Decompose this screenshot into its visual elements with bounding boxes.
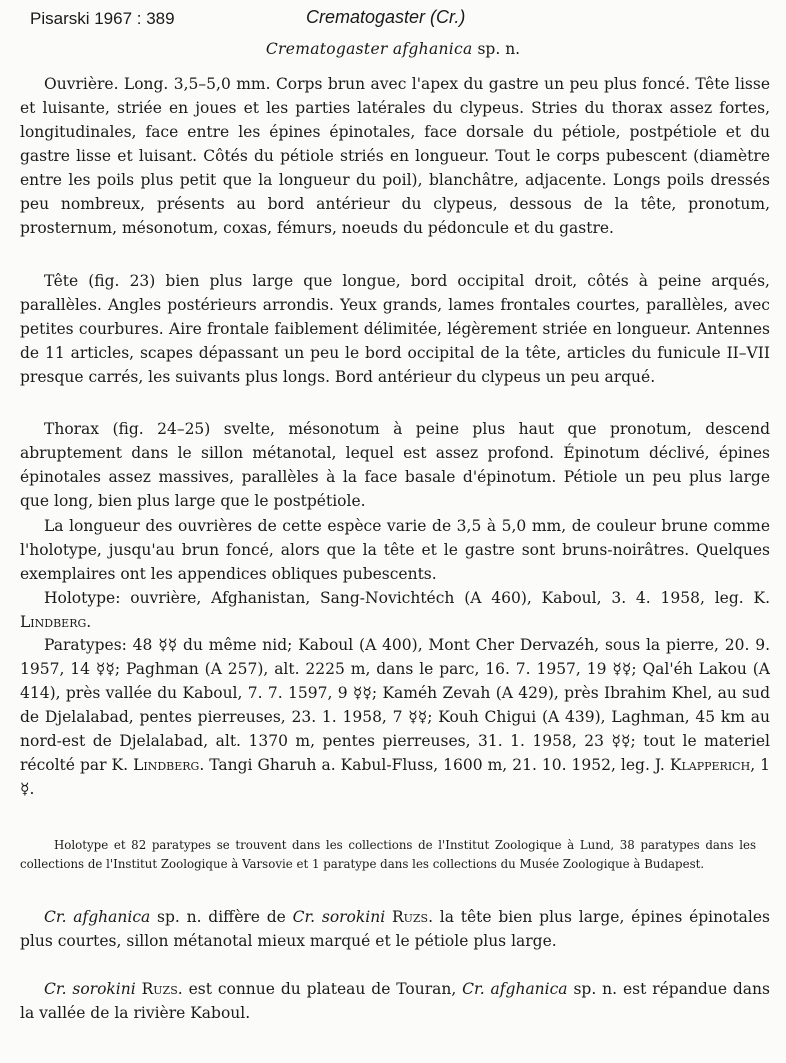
dist-author: Ruzs. (135, 980, 183, 998)
paragraph-longueur-text: La longueur des ouvrières de cette espèce varie de 3,5 à 5,0 mm, de couleur brune comme l'holotype, jusqu'au brun foncé, alors que la tête et le gastre sont bruns-noirâtres. Quelques exemplaires ont les appendices obliques pubescents. (20, 517, 770, 583)
diff-species-1: Cr. afghanica (44, 908, 151, 926)
paragraph-tete-text: Tête (fig. 23) bien plus large que longue, bord occipital droit, côtés à peine arqués, parallèles. Angles postérieurs arrondis. Yeux grands, lames frontales courtes, parallèles, avec petites courbures. Aire frontale faiblement délimitée, légèrement striée en longueur. Antennes de 11 articles, scapes dépassant un peu le bord occipital de la tête, articles du funicule II–VII presque carrés, les suivants plus longs. Bord antérieur du clypeus un peu arqué. (20, 272, 770, 386)
holotype-collector: Lindberg (20, 613, 87, 631)
diff-species-2: Cr. sorokini (292, 908, 386, 926)
species-name: Crematogaster afghanica (265, 40, 473, 58)
species-title (0, 40, 786, 58)
paragraph-ouvriere (20, 72, 770, 240)
page-citation: Pisarski 1967 : 389 (30, 9, 175, 28)
running-head-genus: Crematogaster (Cr.) (306, 7, 466, 27)
dist-species-2: Cr. afghanica (462, 980, 568, 998)
paragraph-differential-text (20, 905, 770, 953)
paragraph-thorax (20, 417, 770, 513)
collections-note (20, 836, 756, 874)
dist-text-2: sp. n. est répandue dans la vallée de la rivière Kaboul. (20, 980, 770, 1022)
paragraph-differential (20, 905, 770, 953)
paratypes-end: , 1 ☿. (20, 756, 770, 798)
paragraph-thorax-text: Thorax (fig. 24–25) svelte, mésonotum à peine plus haut que pronotum, descend abruptement dans le sillon métanotal, lequel est assez profond. Épinotum déclivé, épines épinotales assez massives, parallèles à la face basale d'épinotum. Pétiole un peu plus large que long, bien plus large que le postpétiole. (20, 420, 770, 510)
paragraph-longueur (20, 514, 770, 586)
diff-text-2: la tête bien plus large, épines épinotales plus courtes, sillon métanotal mieux marqué et le pétiole plus large. (20, 908, 770, 950)
collections-note-text: Holotype et 82 paratypes se trouvent dans les collections de l'Institut Zoologique à Lund, 38 paratypes dans les collections de l'Institut Zoologique à Varsovie et 1 paratype dans les collections du Musée Zoologique à Budapest. (20, 838, 756, 871)
diff-text-1: sp. n. diffère de (150, 908, 293, 926)
holotype-text: Holotype: ouvrière, Afghanistan, Sang-Novichtéch (A 460), Kaboul, 3. 4. 1958, leg. K. (44, 589, 770, 607)
holotype-end: . (86, 613, 92, 631)
dist-species-1: Cr. sorokini (44, 980, 136, 998)
paratypes-mid: . Tangi Gharuh a. Kabul-Fluss, 1600 m, 21. 10. 1952, leg. J. (199, 756, 670, 774)
paratypes-text: Paratypes: 48 ☿☿ du même nid; Kaboul (A 400), Mont Cher Dervazéh, sous la pierre, 20. 9. 1957, 14 ☿☿; Paghman (A 257), alt. 2225 m, dans le parc, 16. 7. 1957, 19 ☿☿; Qal'éh Lakou (A 414), près vallée du Kaboul, 7. 7. 1597, 9 ☿☿; Kaméh Zevah (A 429), près Ibrahim Khel, au sud de Djelalabad, pentes pierreuses, 23. 1. 1958, 7 ☿☿; Kouh Chigui (A 439), Laghman, 45 km au nord-est de Djelalabad, alt. 1370 m, pentes pierreuses, 31. 1. 1958, 23 ☿☿; tout le materiel récolté par K. (20, 636, 770, 774)
paragraph-distribution-text (20, 977, 770, 1025)
diff-author: Ruzs. (385, 908, 434, 926)
paragraph-distribution (20, 977, 770, 1025)
paratypes-collector-1: Lindberg (133, 756, 200, 774)
dist-text-1: est connue du plateau de Touran, (182, 980, 463, 998)
species-suffix: sp. n. (472, 40, 521, 58)
paragraph-paratypes (20, 633, 770, 801)
paratypes-collector-2: Klapperich (669, 756, 751, 774)
paragraph-holotype (20, 586, 770, 634)
paragraph-tete (20, 269, 770, 389)
paragraph-ouvriere-text: Ouvrière. Long. 3,5–5,0 mm. Corps brun avec l'apex du gastre un peu plus foncé. Tête lisse et luisante, striée en joues et les parties latérales du clypeus. Stries du thorax assez fortes, longitudinales, face entre les épines épinotales, face dorsale du pétiole, postpétiole et du gastre lisse et luisant. Côtés du pétiole striés en longueur. Tout le corps pubescent (diamètre entre les poils plus petit que la longueur du poil), blanchâtre, adjacente. Longs poils dressés peu nombreux, présents au bord antérieur du clypeus, dessous de la tête, pronotum, prosternum, mésonotum, coxas, fémurs, noeuds du pédoncule et du gastre. (20, 75, 770, 237)
paragraph-holotype-text (20, 586, 770, 634)
paragraph-paratypes-text (20, 633, 770, 801)
